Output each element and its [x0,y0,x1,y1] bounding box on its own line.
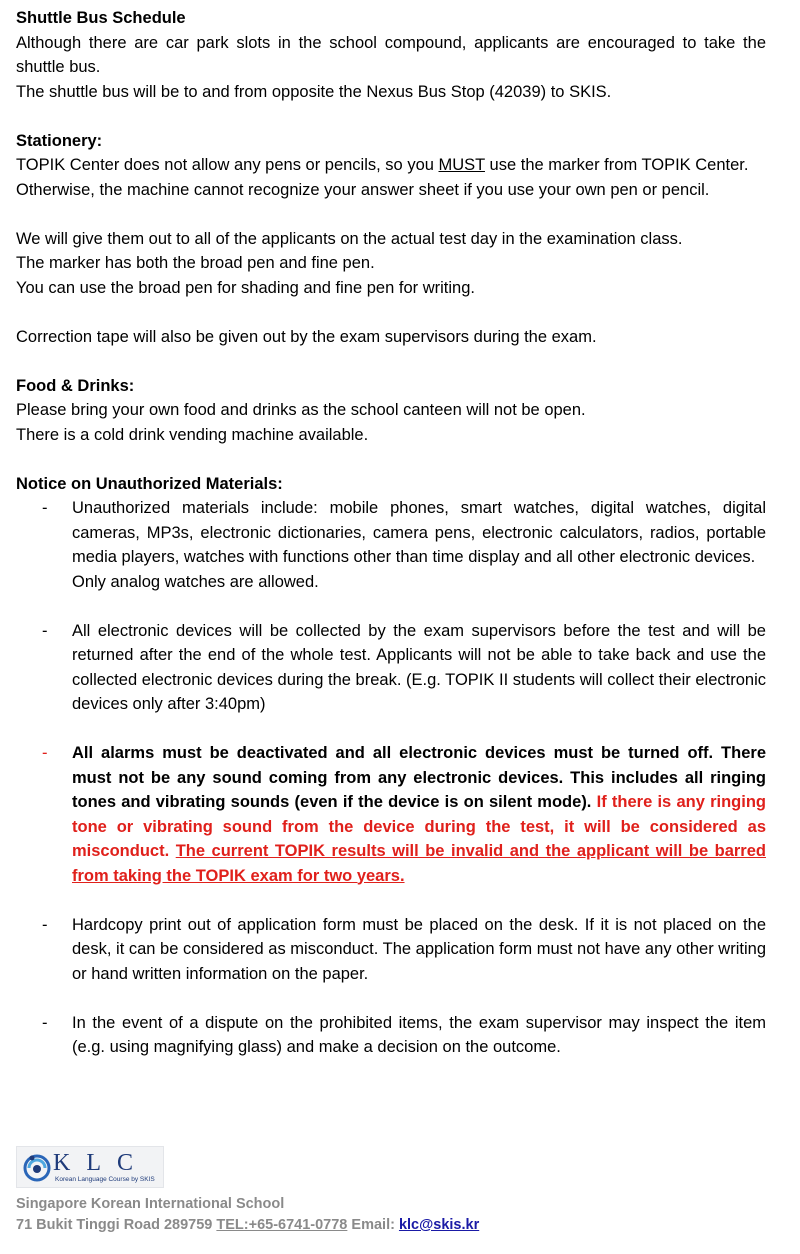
list-item: - All electronic devices will be collected by the exam supervisors before the test and will be returned after the end of the whole test. Applicants will not be able to take back and use the collected electronic devices during the break. (E.g. TOPIK II students will collect their electronic devices only after 3:40pm) [16,619,766,717]
stationery-text: TOPIK Center does not allow any pens or pencils, so you MUST use the marker from TOPIK Center. [16,156,749,174]
address: 71 Bukit Tinggi Road 289759 [16,1217,213,1233]
bullet-dash: - [42,1013,48,1032]
bullet-dash: - [42,744,48,762]
stationery-text: You can use the broad pen for shading and fine pen for writing. [16,278,475,297]
penalty-warning: The current TOPIK results will be invalid and the applicant will be barred from taking the TOPIK exam for two years. [72,842,766,885]
stationery-heading: Stationery: [16,131,103,150]
bullet-dash: - [42,499,48,517]
logo-letters: KLC [53,1150,149,1176]
school-name: Singapore Korean International School [16,1196,285,1212]
shuttle-text: The shuttle bus will be to and from opposite the Nexus Bus Stop (42039) to SKIS. [16,82,612,101]
logo-subtitle: Korean Language Course by SKIS [55,1176,155,1183]
footer [16,1146,776,1236]
email-label: Email: [351,1217,395,1233]
shuttle-text: Although there are car park slots in the school compound, applicants are encouraged to take the shuttle bus. [16,33,766,76]
food-text: There is a cold drink vending machine available. [16,425,369,444]
document-body [16,6,766,1060]
stationery-text: Otherwise, the machine cannot recognize your answer sheet if you use your own pen or pencil. [16,180,710,199]
list-item: - Hardcopy print out of application form must be placed on the desk. If it is not placed on the desk, it can be considered as misconduct. The application form must not have any other writing or hand written information on the paper. [16,913,766,987]
list-item: - All alarms must be deactivated and all electronic devices must be turned off. There must not be any sound coming from any electronic devices. This includes all ringing tones and vibrating sounds (even if the device is on silent mode). If there is any ringing tone or vibrating sound from the device during the test, it will be considered as misconduct. The current TOPIK results will be invalid and the applicant will be barred from taking the TOPIK exam for two years. [16,741,766,888]
contact-info [16,1194,776,1236]
list-item: - In the event of a dispute on the prohibited items, the exam supervisor may inspect the item (e.g. using magnifying glass) and make a decision on the outcome. [16,1011,766,1060]
bullet-dash: - [42,915,48,934]
phone-link[interactable]: TEL:+65-6741-0778 [216,1217,348,1233]
klc-logo [16,1146,164,1188]
bullet-dash: - [42,621,48,640]
stationery-text: Correction tape will also be given out by the exam supervisors during the exam. [16,327,597,346]
email-link[interactable]: klc@skis.kr [398,1217,480,1233]
food-text: Please bring your own food and drinks as the school canteen will not be open. [16,401,586,419]
klc-emblem-icon [23,1152,51,1182]
misconduct-warning: If there is any ringing tone or vibrating sound from the device during the test, it will be considered as misconduct. [72,793,766,860]
food-heading: Food & Drinks: [16,376,135,395]
must-emphasis: MUST [438,156,485,174]
stationery-text: The marker has both the broad pen and fine pen. [16,254,375,272]
notice-heading: Notice on Unauthorized Materials: [16,474,283,493]
shuttle-heading: Shuttle Bus Schedule [16,9,186,27]
stationery-text: We will give them out to all of the applicants on the actual test day in the examination class. [16,229,683,248]
list-item: - Unauthorized materials include: mobile phones, smart watches, digital watches, digital cameras, MP3s, electronic dictionaries, camera pens, electronic calculators, radios, portable media players, watches with functions other than time display and all other electronic devices. Only analog watches are allowed. [16,496,766,594]
